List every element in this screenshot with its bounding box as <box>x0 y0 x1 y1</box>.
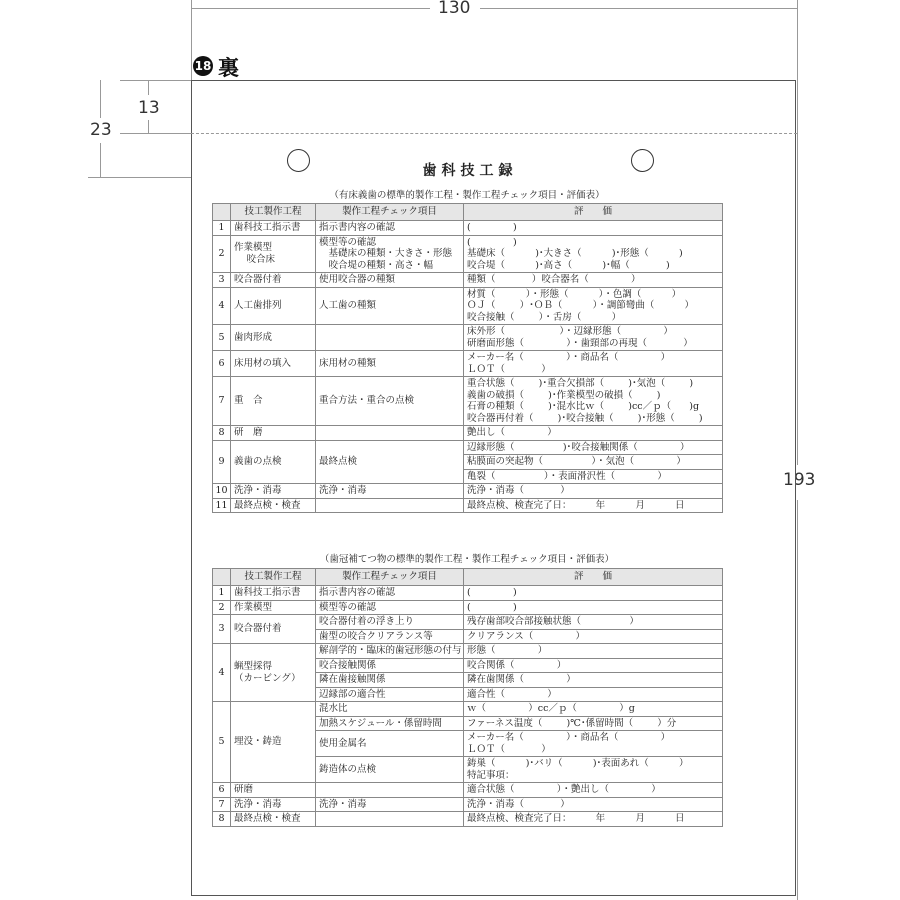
cell-line: 最終点検 <box>319 456 358 467</box>
cell-line: 重合方法・重合の点検 <box>319 395 415 407</box>
cell-line: 義歯の破損（ )･作業模型の破損（ ) <box>467 389 661 401</box>
row-number: 2 <box>213 600 231 615</box>
table-row <box>213 702 723 717</box>
cell-line: 歯科技工指示書 <box>234 222 301 233</box>
evaluation-cell <box>464 716 723 731</box>
row-number: 8 <box>213 426 231 441</box>
dimension-line <box>148 120 149 133</box>
table-row <box>213 426 723 441</box>
check-item-cell <box>316 440 464 484</box>
table1-caption: （有床義歯の標準的製作工程・製作工程チェック項目・評価表） <box>329 190 605 201</box>
check-item-cell <box>316 377 464 426</box>
table-row <box>213 600 723 615</box>
process-cell <box>231 221 316 236</box>
width-dimension: 130 <box>438 0 471 18</box>
process-cell <box>231 273 316 288</box>
cell-line: 重 合 <box>234 395 263 407</box>
process-cell <box>231 600 316 615</box>
process-cell <box>231 426 316 441</box>
evaluation-cell <box>464 797 723 812</box>
process-cell <box>231 586 316 601</box>
cell-line: 亀裂（ ）・表面滑沢性（ ） <box>467 470 667 482</box>
cell-line: 作業模型 <box>234 242 273 254</box>
check-item-cell <box>316 812 464 827</box>
table-header-row <box>213 569 723 586</box>
cell-line: 石膏の種類（ )･混水比ｗ（ )cc／ｐ（ )g <box>467 401 700 412</box>
cell-line: 指示書内容の確認 <box>319 587 396 598</box>
cell-line: 洗浄・消毒 <box>234 798 282 810</box>
row-number: 3 <box>213 615 231 644</box>
cell-line: 辺縁形態（ )･咬合接触関係（ ） <box>467 441 690 453</box>
cell-line: 研磨面形態（ ）・歯頸部の再現（ ） <box>467 337 693 349</box>
cell-line: 適合状態（ ）・艶出し（ ） <box>467 784 661 795</box>
check-item-cell <box>316 687 464 702</box>
dimension-line <box>88 177 191 178</box>
table-row <box>213 797 723 812</box>
dimension-line <box>148 80 149 95</box>
check-item-cell <box>316 797 464 812</box>
evaluation-cell <box>464 600 723 615</box>
row-number: 8 <box>213 812 231 827</box>
document-title: 歯科技工録 <box>422 163 518 179</box>
evaluation-cell <box>464 377 723 426</box>
evaluation-cell <box>464 731 723 757</box>
evaluation-cell <box>464 687 723 702</box>
cell-line: 適合性（ ） <box>467 688 557 700</box>
crown-process-table <box>212 568 723 827</box>
cell-line: 使用金属名 <box>319 737 367 749</box>
cell-line: 種類（ ）咬合器名（ ） <box>467 274 641 285</box>
cell-line: ファーネス温度（ )℃･係留時間（ ）分 <box>467 717 677 729</box>
cell-line: 模型等の確認 <box>319 601 377 613</box>
check-item-cell <box>316 702 464 717</box>
table-row <box>213 377 723 426</box>
cell-line: クリアランス（ ） <box>467 630 585 642</box>
cell-line: 鋳造体の点検 <box>319 763 377 775</box>
evaluation-cell <box>464 757 723 783</box>
process-cell <box>231 812 316 827</box>
check-item-cell <box>316 273 464 288</box>
cell-line: 辺縁部の適合性 <box>319 688 386 700</box>
row-number: 6 <box>213 351 231 377</box>
cell-line: 咬合関係（ ） <box>467 659 567 671</box>
check-item-cell <box>316 783 464 798</box>
check-item-cell <box>316 615 464 630</box>
check-item-cell <box>316 498 464 513</box>
table2-caption: （歯冠補てつ物の標準的製作工程・製作工程チェック項目・評価表） <box>319 554 615 565</box>
cell-line: 模型等の確認 <box>319 236 377 248</box>
dimension-line <box>191 0 192 80</box>
cell-line: 鋳巣（ )･バリ（ )･表面あれ（ ） <box>467 758 689 769</box>
cell-line: 残存歯部咬合部接触状態（ ） <box>467 616 639 627</box>
header-no <box>213 204 231 221</box>
height-dimension: 193 <box>783 470 816 490</box>
fold-line <box>191 133 797 134</box>
check-item-cell <box>316 325 464 351</box>
cell-line: 加熱スケジュール・係留時間 <box>319 717 442 729</box>
cell-line: 咬合器付着 <box>234 623 282 635</box>
dimension-line <box>797 0 798 465</box>
cell-line: ＬＯＴ（ ） <box>467 743 551 755</box>
row-number: 1 <box>213 221 231 236</box>
header-evaluation: 評 価 <box>464 569 723 586</box>
table-header-row <box>213 204 723 221</box>
cell-line: ( ) <box>467 222 517 233</box>
cell-line: 人工歯排列 <box>234 300 282 311</box>
cell-line: 使用咬合器の種類 <box>319 274 396 285</box>
evaluation-cell <box>464 440 723 455</box>
check-item-cell <box>316 716 464 731</box>
cell-line: 咬合接触関係 <box>319 659 377 671</box>
table-row <box>213 498 723 513</box>
evaluation-cell <box>464 658 723 673</box>
process-cell <box>231 797 316 812</box>
process-cell <box>231 287 316 325</box>
cell-line: 指示書内容の確認 <box>319 222 396 233</box>
evaluation-cell <box>464 221 723 236</box>
check-item-cell <box>316 673 464 688</box>
row-number: 5 <box>213 325 231 351</box>
cell-line: 蝋型採得 <box>234 661 273 672</box>
dimension-line <box>797 500 798 900</box>
cell-line: 形態（ ） <box>467 645 548 656</box>
evaluation-cell <box>464 351 723 377</box>
cell-line: 基礎床（ )･大きさ（ )･形態（ ) <box>467 248 683 259</box>
cell-line: 洗浄・消毒 <box>319 798 367 810</box>
evaluation-cell <box>464 498 723 513</box>
row-number: 4 <box>213 287 231 325</box>
cell-line: 洗浄・消毒（ ） <box>467 485 570 496</box>
evaluation-cell <box>464 484 723 499</box>
evaluation-cell <box>464 586 723 601</box>
header-evaluation: 評 価 <box>464 204 723 221</box>
evaluation-cell <box>464 273 723 288</box>
dimension-line <box>120 133 191 134</box>
cell-line: 咬合器付着の浮き上り <box>319 616 415 627</box>
margin-dimension: 13 <box>138 98 160 118</box>
header-process: 技工製作工程 <box>231 569 316 586</box>
dimension-line <box>120 80 191 81</box>
header-process: 技工製作工程 <box>231 204 316 221</box>
row-number: 3 <box>213 273 231 288</box>
row-number: 6 <box>213 783 231 798</box>
cell-line: 最終点検・検査 <box>234 499 301 511</box>
table-row <box>213 235 723 273</box>
evaluation-cell <box>464 426 723 441</box>
cell-line: 最終点検、検査完了日： 年 月 日 <box>467 813 685 824</box>
cell-line: 基礎床の種類・大きさ・形態 <box>319 248 453 259</box>
process-cell <box>231 615 316 644</box>
process-cell <box>231 644 316 702</box>
process-cell <box>231 377 316 426</box>
table-row <box>213 644 723 659</box>
evaluation-cell <box>464 629 723 644</box>
header-check: 製作工程チェック項目 <box>316 204 464 221</box>
cell-line: ｗ（ ）cc／ｐ（ ）g <box>467 703 635 714</box>
row-number: 7 <box>213 797 231 812</box>
row-number: 10 <box>213 484 231 499</box>
row-number: 4 <box>213 644 231 702</box>
table-row <box>213 325 723 351</box>
side-label: 裏 <box>218 56 239 80</box>
evaluation-cell <box>464 455 723 470</box>
row-number: 5 <box>213 702 231 783</box>
cell-line: 解剖学的・臨床的歯冠形態の付与 <box>319 645 462 656</box>
cell-line: ( ) <box>467 601 517 613</box>
evaluation-cell <box>464 644 723 659</box>
cell-line: 最終点検、検査完了日： 年 月 日 <box>467 499 685 511</box>
cell-line: 隣在歯関係（ ） <box>467 674 576 685</box>
cell-line: 研磨 <box>234 784 254 795</box>
cell-line: 歯肉形成 <box>234 331 273 343</box>
evaluation-cell <box>464 615 723 630</box>
cell-line: 咬合器再付着（ )･咬合接触（ )･形態（ ) <box>467 412 703 424</box>
process-cell <box>231 440 316 484</box>
cell-line: 洗浄・消毒（ ） <box>467 798 570 810</box>
cell-line: ＯＪ（ ）･ＯＢ（ ）・調節彎曲（ ） <box>467 300 695 311</box>
cell-line: 床外形（ ）・辺縁形態（ ） <box>467 326 673 337</box>
cell-line: 歯型の咬合クリアランス等 <box>319 630 433 642</box>
cell-line: 洗浄・消毒 <box>234 485 282 496</box>
table-row <box>213 287 723 325</box>
evaluation-cell <box>464 469 723 484</box>
table-row <box>213 586 723 601</box>
check-item-cell <box>316 600 464 615</box>
cell-line: ( ) <box>467 587 517 598</box>
process-cell <box>231 783 316 798</box>
check-item-cell <box>316 235 464 273</box>
cell-line: 艶出し（ ） <box>467 427 557 438</box>
table-row <box>213 484 723 499</box>
row-number: 11 <box>213 498 231 513</box>
cell-line: 研 磨 <box>234 427 263 438</box>
check-item-cell <box>316 426 464 441</box>
cell-line: （カービング） <box>234 672 301 684</box>
header-no <box>213 569 231 586</box>
cell-line: 人工歯の種類 <box>319 300 377 311</box>
cell-line: 混水比 <box>319 703 348 714</box>
table-row <box>213 351 723 377</box>
row-number: 1 <box>213 586 231 601</box>
cell-line: 咬合床 <box>234 253 276 265</box>
row-number: 9 <box>213 440 231 484</box>
table-row <box>213 812 723 827</box>
check-item-cell <box>316 586 464 601</box>
check-item-cell <box>316 629 464 644</box>
cell-line: 義歯の点検 <box>234 456 282 467</box>
process-cell <box>231 498 316 513</box>
check-item-cell <box>316 351 464 377</box>
cell-line: 咬合堤（ )･高さ（ )･幅（ ) <box>467 259 670 271</box>
evaluation-cell <box>464 287 723 325</box>
cell-line: 隣在歯接触関係 <box>319 674 386 685</box>
evaluation-cell <box>464 783 723 798</box>
cell-line: 埋没・鋳造 <box>234 736 282 748</box>
cell-line: 特記事項： <box>467 769 515 781</box>
cell-line: 歯科技工指示書 <box>234 587 301 598</box>
cell-line: 材質（ ）・形態（ ）・色調（ ） <box>467 288 682 300</box>
check-item-cell <box>316 221 464 236</box>
cell-line: 重合状態（ )･重合欠損部（ )･気泡（ ) <box>467 378 694 389</box>
table-row <box>213 783 723 798</box>
cell-line: 最終点検・検査 <box>234 813 301 824</box>
cell-line: 咬合堤の種類・高さ・幅 <box>319 259 434 271</box>
cell-line: 床用材の填入 <box>234 357 292 369</box>
side-number-badge: 18 <box>193 56 213 76</box>
header-check: 製作工程チェック項目 <box>316 569 464 586</box>
check-item-cell <box>316 644 464 659</box>
cell-line: 咬合接触（ ）・舌房（ ） <box>467 311 622 323</box>
process-cell <box>231 235 316 273</box>
evaluation-cell <box>464 702 723 717</box>
evaluation-cell <box>464 673 723 688</box>
cell-line: 粘膜面の突起物（ ）・気泡（ ） <box>467 456 686 467</box>
evaluation-cell <box>464 235 723 273</box>
punch-hole-icon <box>631 149 654 172</box>
evaluation-cell <box>464 325 723 351</box>
hole-dimension: 23 <box>90 120 112 140</box>
evaluation-cell <box>464 812 723 827</box>
punch-hole-icon <box>287 149 310 172</box>
row-number: 7 <box>213 377 231 426</box>
cell-line: ( ) <box>467 236 517 248</box>
process-cell <box>231 484 316 499</box>
process-cell <box>231 351 316 377</box>
cell-line: 洗浄・消毒 <box>319 485 367 496</box>
check-item-cell <box>316 287 464 325</box>
denture-process-table <box>212 203 723 513</box>
dimension-line <box>100 80 101 118</box>
row-number: 2 <box>213 235 231 273</box>
check-item-cell <box>316 731 464 757</box>
table-row <box>213 273 723 288</box>
cell-line: 咬合器付着 <box>234 274 282 285</box>
table-row <box>213 221 723 236</box>
cell-line: ＬＯＴ（ ） <box>467 363 551 375</box>
check-item-cell <box>316 757 464 783</box>
check-item-cell <box>316 658 464 673</box>
table-row <box>213 440 723 455</box>
dimension-line <box>480 8 797 9</box>
check-item-cell <box>316 484 464 499</box>
dimension-line <box>191 8 430 9</box>
table-row <box>213 615 723 630</box>
dimension-line <box>100 143 101 177</box>
process-cell <box>231 325 316 351</box>
process-cell <box>231 702 316 783</box>
cell-line: メーカー名（ ）・商品名（ ） <box>467 732 671 743</box>
cell-line: 床用材の種類 <box>319 357 377 369</box>
cell-line: 作業模型 <box>234 601 273 613</box>
cell-line: メーカー名（ ）・商品名（ ） <box>467 352 671 363</box>
